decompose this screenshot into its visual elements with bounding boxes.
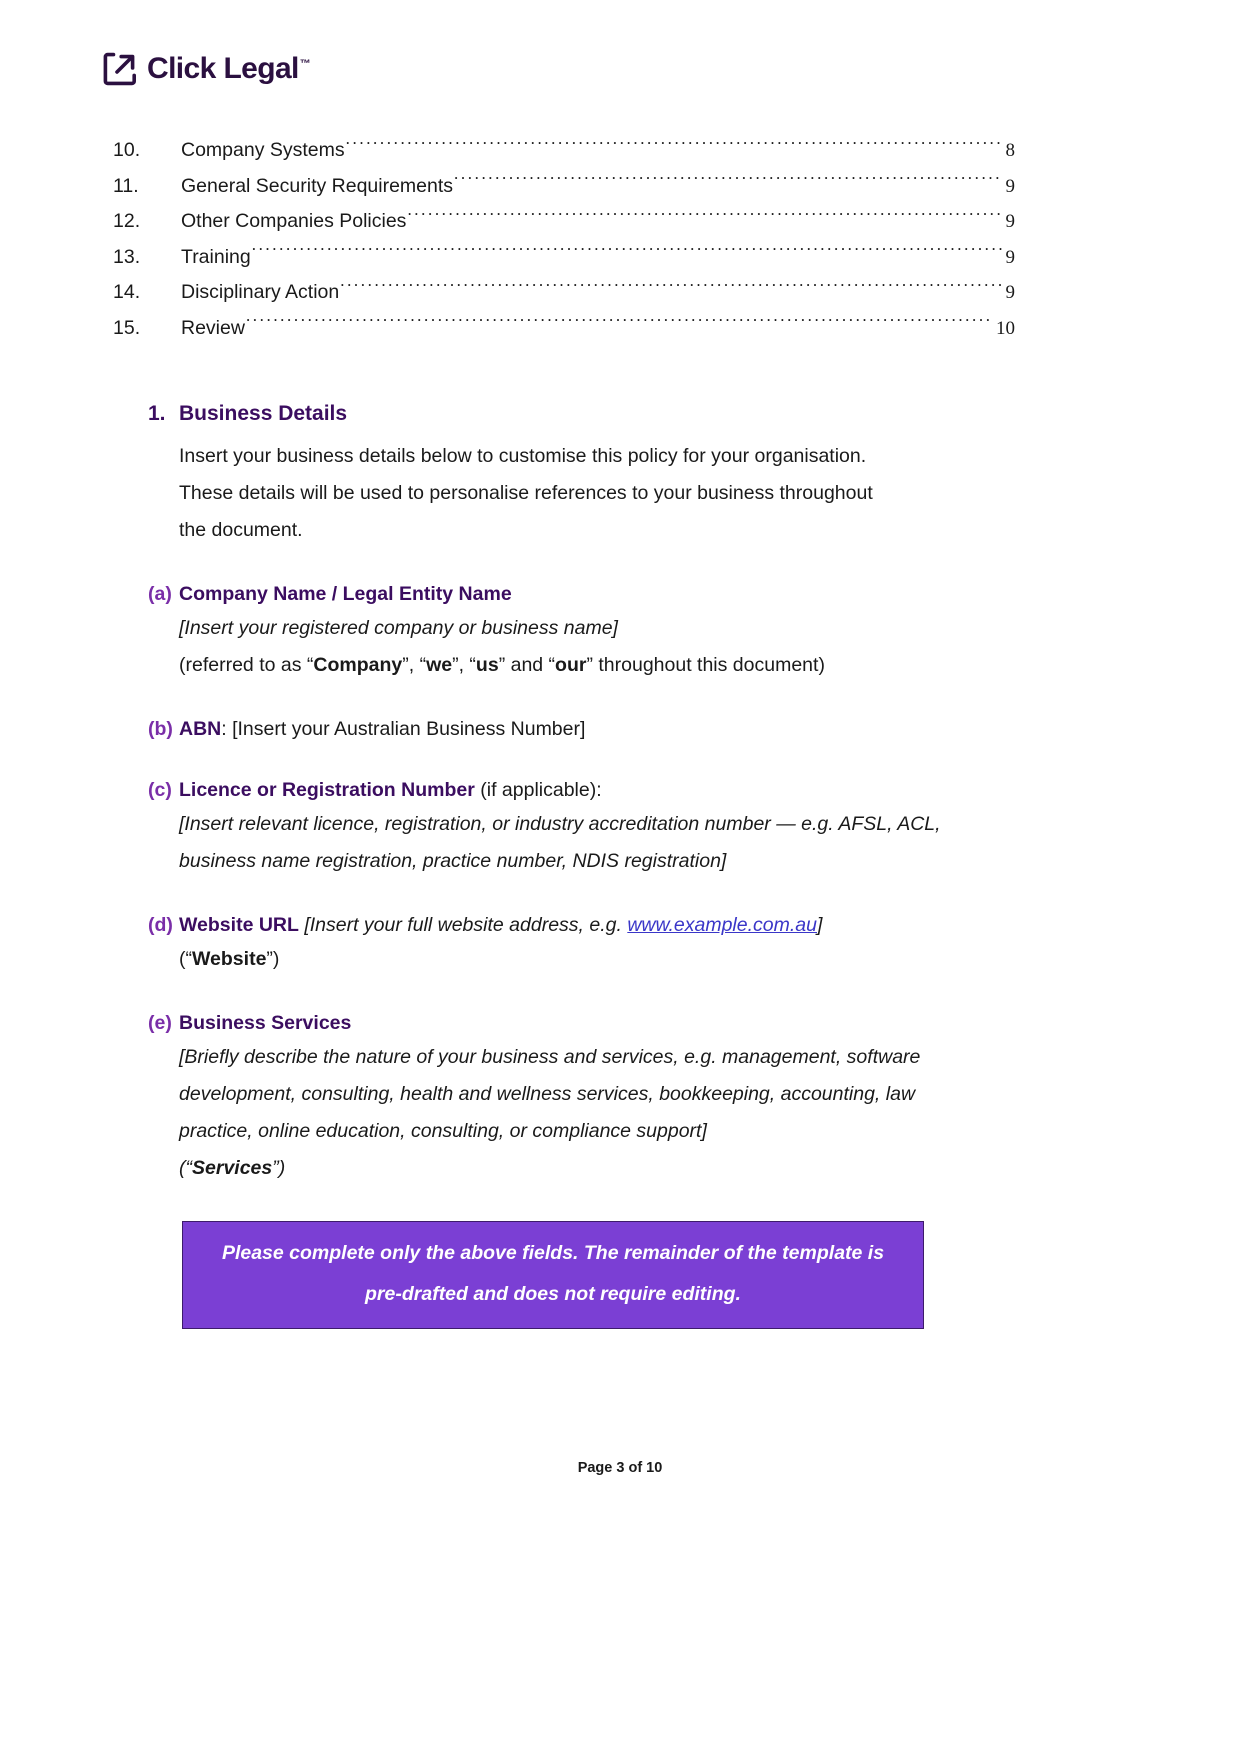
item-letter: (a) xyxy=(148,583,172,605)
toc-entry[interactable] xyxy=(113,169,1015,205)
page-footer xyxy=(0,1460,1240,1476)
defined-term-our: our xyxy=(555,654,587,676)
item-body xyxy=(179,1039,988,1187)
item-heading xyxy=(148,909,988,941)
defined-open: (“ xyxy=(179,1157,192,1179)
item-body xyxy=(179,806,988,880)
website-placeholder-close: ] xyxy=(816,914,823,936)
item-business-services xyxy=(148,1007,988,1187)
item-heading-text xyxy=(179,713,988,745)
toc-entry-page: 10 xyxy=(996,317,1015,339)
company-name-placeholder[interactable]: [Insert your registered company or business name] xyxy=(179,617,618,639)
defined-term-we: we xyxy=(426,654,453,676)
item-heading xyxy=(148,1007,988,1039)
toc-entry[interactable] xyxy=(113,133,1015,169)
toc-dot-leader xyxy=(246,314,992,334)
toc-entry-title: Company Systems xyxy=(181,139,345,161)
services-defined-term-line xyxy=(179,1150,988,1187)
toc-entry-number: 10. xyxy=(113,139,141,161)
toc-dot-leader xyxy=(340,279,1001,299)
instruction-callout: Please complete only the above fields. The remainder of the template is pre-drafted and does not require editing. xyxy=(182,1221,924,1329)
defined-term-website: Website xyxy=(192,948,267,970)
toc-entry-title: Other Companies Policies xyxy=(181,210,407,232)
toc-entry-number: 12. xyxy=(113,210,141,232)
item-term: Website URL xyxy=(179,914,299,936)
item-company-name xyxy=(148,578,988,684)
toc-entry[interactable] xyxy=(113,275,1015,311)
referred-suffix: ” throughout this document) xyxy=(586,654,825,676)
main-content xyxy=(0,400,1240,1329)
toc-entry-page: 8 xyxy=(1005,140,1015,161)
section-number: 1. xyxy=(148,402,166,425)
item-term: Business Services xyxy=(179,1012,352,1034)
item-letter: (b) xyxy=(148,718,173,740)
section-title: Business Details xyxy=(179,402,348,425)
toc-entry-title: General Security Requirements xyxy=(181,174,454,197)
item-heading xyxy=(148,713,988,745)
company-defined-terms-line xyxy=(179,647,988,684)
defined-term-us: us xyxy=(475,654,499,676)
toc-entry-number: 15. xyxy=(113,316,141,339)
toc-entry[interactable] xyxy=(113,311,1015,347)
website-placeholder[interactable]: [Insert your full website address, e.g. xyxy=(298,914,628,936)
item-term: ABN xyxy=(179,718,222,740)
item-letter: (e) xyxy=(148,1012,172,1034)
defined-term-company: Company xyxy=(313,654,403,676)
defined-open: (“ xyxy=(179,948,192,970)
toc-entry-title: Training xyxy=(181,245,251,268)
item-letter: (d) xyxy=(148,914,173,936)
separator-1: ”, “ xyxy=(402,654,427,676)
item-licence-number xyxy=(148,774,988,880)
toc-entry-number: 13. xyxy=(113,245,141,268)
toc-dot-leader xyxy=(407,208,1001,228)
defined-close: ”) xyxy=(272,1157,286,1179)
brand-name-text: Click Legal xyxy=(147,52,299,85)
item-heading xyxy=(148,578,988,610)
example-website-link[interactable]: www.example.com.au xyxy=(627,914,817,936)
abn-placeholder[interactable]: : [Insert your Australian Business Number] xyxy=(221,718,586,740)
toc-entry-page: 9 xyxy=(1005,246,1015,268)
table-of-contents xyxy=(113,133,1015,346)
toc-dot-leader xyxy=(252,243,1002,263)
item-letter: (c) xyxy=(148,779,172,801)
toc-dot-leader xyxy=(346,137,1002,157)
toc-entry[interactable] xyxy=(113,204,1015,240)
section-intro-paragraph: Insert your business details below to customise this policy for your organisation. These details will be used to personalise references to your business throughout the document. xyxy=(179,445,873,541)
separator-2: ”, “ xyxy=(452,654,476,676)
toc-entry-number: 11. xyxy=(113,174,139,197)
toc-entry-page: 9 xyxy=(1005,175,1015,197)
brand-trademark: ™ xyxy=(299,58,311,70)
brand-header xyxy=(103,52,310,86)
item-website-url xyxy=(148,909,988,978)
defined-close: ”) xyxy=(266,948,280,970)
item-heading-text xyxy=(179,909,988,941)
toc-entry[interactable] xyxy=(113,240,1015,276)
toc-entry-page: 9 xyxy=(1005,211,1015,232)
toc-dot-leader xyxy=(454,172,1001,192)
item-body xyxy=(179,941,988,978)
toc-entry-number: 14. xyxy=(113,281,141,303)
toc-entry-title: Review xyxy=(181,316,245,339)
item-abn xyxy=(148,713,988,745)
external-link-square-icon xyxy=(103,52,137,86)
item-heading xyxy=(148,774,988,806)
brand-name xyxy=(147,54,310,84)
item-term: Company Name / Legal Entity Name xyxy=(179,583,512,605)
item-body xyxy=(179,610,988,684)
licence-placeholder[interactable]: [Insert relevant licence, registration, or industry accreditation number — e.g. AFSL, ACL, business name registration, practice number, NDIS registration] xyxy=(179,813,941,872)
defined-term-services: Services xyxy=(192,1157,273,1179)
separator-3: ” and “ xyxy=(498,654,556,676)
section-heading xyxy=(148,400,1240,428)
toc-entry-page: 9 xyxy=(1005,282,1015,303)
page-number-label: Page 3 of 10 xyxy=(577,1460,663,1476)
services-placeholder[interactable]: [Briefly describe the nature of your business and services, e.g. management, software development, consulting, health and wellness services, bookkeeping, accounting, law practice, online education, consulting, or compliance support] xyxy=(179,1046,921,1142)
item-heading-text xyxy=(179,1007,988,1039)
item-heading-text xyxy=(179,578,988,610)
referred-prefix: (referred to as “ xyxy=(179,654,314,676)
website-defined-term-line xyxy=(179,941,988,978)
item-qualifier: (if applicable): xyxy=(474,779,602,801)
item-term: Licence or Registration Number xyxy=(179,779,475,801)
item-heading-text xyxy=(179,774,988,806)
toc-entry-title: Disciplinary Action xyxy=(181,281,340,303)
